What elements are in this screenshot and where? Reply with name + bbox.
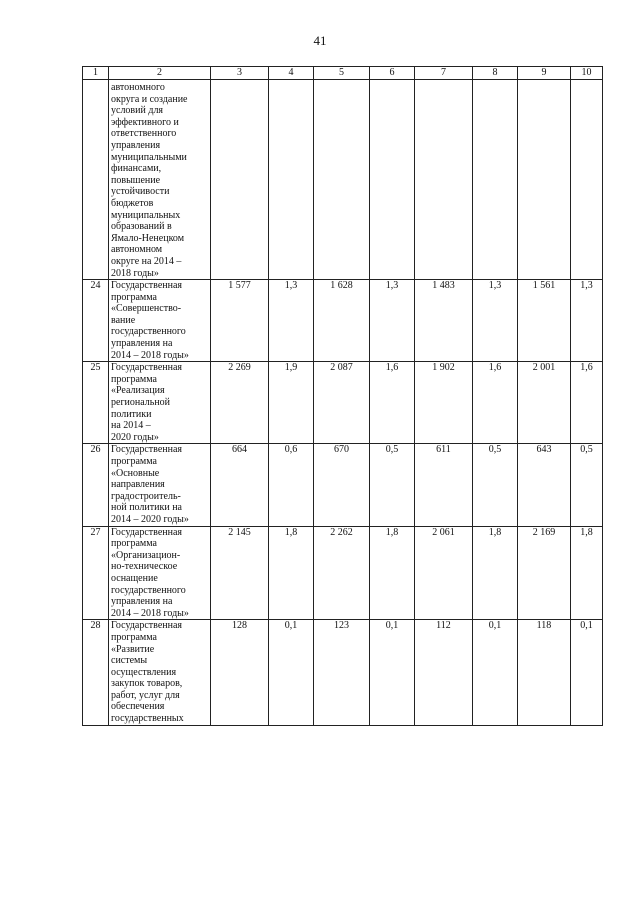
table-row (83, 526, 603, 620)
value-cell: 1,3 (571, 280, 603, 362)
value-cell: 128 (211, 620, 269, 725)
value-cell: 0,5 (571, 444, 603, 526)
value-cell: 1 483 (415, 280, 473, 362)
value-cell: 0,1 (269, 620, 314, 725)
page-number: 41 (313, 33, 327, 48)
value-cell: 1,6 (370, 362, 415, 444)
value-cell: 1,3 (473, 280, 518, 362)
value-cell: 0,1 (571, 620, 603, 725)
header-cell: 5 (314, 67, 370, 80)
header-cell: 4 (269, 67, 314, 80)
value-cell (518, 80, 571, 280)
header-cell: 6 (370, 67, 415, 80)
row-number: 26 (83, 444, 109, 526)
value-cell: 0,1 (473, 620, 518, 725)
row-number: 24 (83, 280, 109, 362)
value-cell: 1,8 (269, 526, 314, 620)
value-cell: 1 902 (415, 362, 473, 444)
value-cell: 2 269 (211, 362, 269, 444)
header-cell: 7 (415, 67, 473, 80)
table-body (83, 80, 603, 726)
value-cell: 1,8 (571, 526, 603, 620)
program-name: Государственная программа «Основные направления градостроитель- ной политики на 2014 – 2020 годы» (109, 444, 211, 526)
value-cell (571, 80, 603, 280)
value-cell: 1,9 (269, 362, 314, 444)
header-cell: 9 (518, 67, 571, 80)
value-cell: 2 061 (415, 526, 473, 620)
value-cell: 670 (314, 444, 370, 526)
value-cell: 123 (314, 620, 370, 725)
value-cell (415, 80, 473, 280)
value-cell: 1 628 (314, 280, 370, 362)
value-cell (211, 80, 269, 280)
value-cell: 1 577 (211, 280, 269, 362)
value-cell (269, 80, 314, 280)
header-cell: 1 (83, 67, 109, 80)
value-cell: 0,5 (370, 444, 415, 526)
program-name: Государственная программа «Организацион- но-техническое оснащение государственного управления на 2014 – 2018 годы» (109, 526, 211, 620)
data-table (82, 66, 603, 726)
program-name: автономного округа и создание условий для эффективного и ответственного управления муниципальными финансами, повышение устойчивости бюджетов муниципальных образований в Ямало-Ненецком автономном округе на 2014 – 2018 годы» (109, 80, 211, 280)
value-cell: 0,1 (370, 620, 415, 725)
value-cell: 118 (518, 620, 571, 725)
header-cell: 3 (211, 67, 269, 80)
value-cell: 611 (415, 444, 473, 526)
row-number: 28 (83, 620, 109, 725)
table-row (83, 362, 603, 444)
table-row (83, 80, 603, 280)
value-cell: 2 169 (518, 526, 571, 620)
row-number: 27 (83, 526, 109, 620)
value-cell: 1 561 (518, 280, 571, 362)
value-cell (473, 80, 518, 280)
value-cell: 2 145 (211, 526, 269, 620)
value-cell: 1,6 (571, 362, 603, 444)
value-cell: 112 (415, 620, 473, 725)
value-cell: 1,8 (473, 526, 518, 620)
row-number (83, 80, 109, 280)
value-cell: 1,3 (269, 280, 314, 362)
value-cell: 1,8 (370, 526, 415, 620)
header-cell: 10 (571, 67, 603, 80)
program-name: Государственная программа «Совершенство- вание государственного управления на 2014 – 2018 годы» (109, 280, 211, 362)
header-row (83, 67, 603, 80)
value-cell (314, 80, 370, 280)
value-cell: 1,6 (473, 362, 518, 444)
value-cell: 1,3 (370, 280, 415, 362)
header-cell: 2 (109, 67, 211, 80)
header-cell: 8 (473, 67, 518, 80)
value-cell: 664 (211, 444, 269, 526)
table-row (83, 280, 603, 362)
row-number: 25 (83, 362, 109, 444)
value-cell: 2 262 (314, 526, 370, 620)
value-cell: 2 001 (518, 362, 571, 444)
table-row (83, 620, 603, 725)
value-cell: 643 (518, 444, 571, 526)
value-cell (370, 80, 415, 280)
table-row (83, 444, 603, 526)
program-name: Государственная программа «Реализация региональной политики на 2014 – 2020 годы» (109, 362, 211, 444)
value-cell: 0,5 (473, 444, 518, 526)
value-cell: 0,6 (269, 444, 314, 526)
value-cell: 2 087 (314, 362, 370, 444)
program-name: Государственная программа «Развитие системы осуществления закупок товаров, работ, услуг для обеспечения государственных (109, 620, 211, 725)
